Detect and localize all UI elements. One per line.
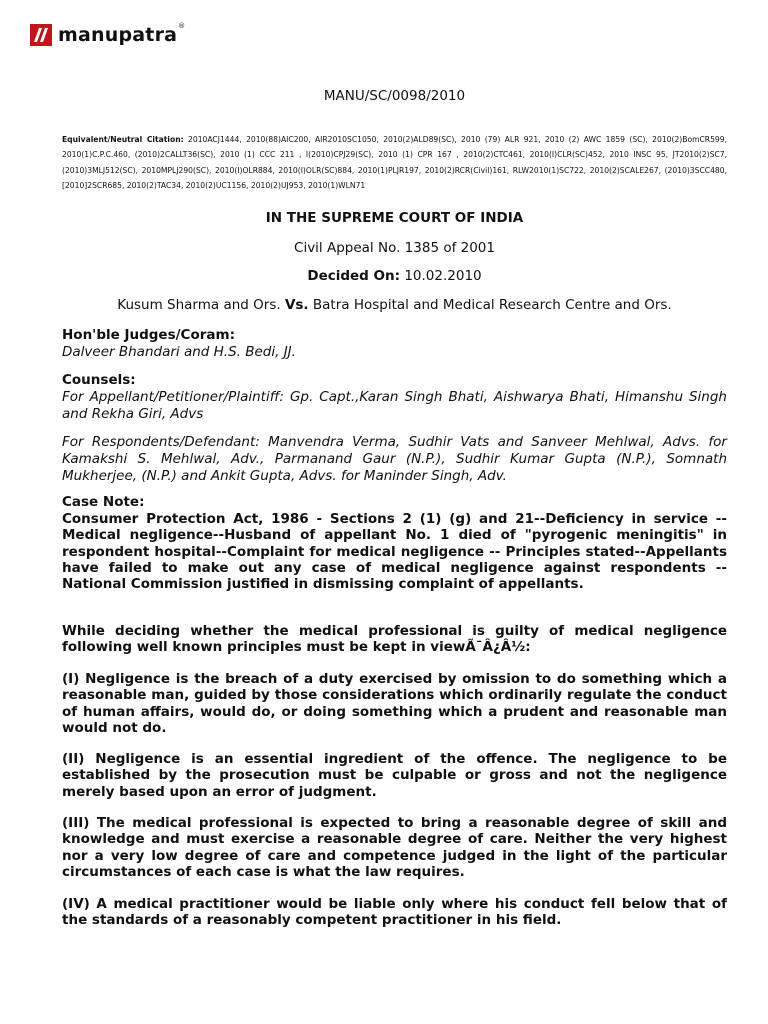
citation-label: Equivalent/Neutral Citation: bbox=[62, 135, 184, 144]
principle-4-text: (IV) A medical practitioner would be liable only where his conduct fell below that of the standards of a reasonably competent practitioner in his field. bbox=[62, 896, 727, 929]
appeal-number: Civil Appeal No. 1385 of 2001 bbox=[294, 240, 495, 256]
case-parties bbox=[62, 297, 727, 313]
principles-intro-text: While deciding whether the medical professional is guilty of medical negligence following well known principles must be kept in viewÃ¯Â¿Â½: bbox=[62, 623, 727, 656]
principle-4 bbox=[62, 896, 727, 929]
manu-id: MANU/SC/0098/2010 bbox=[323, 88, 466, 104]
principle-3-text: (III) The medical professional is expected to bring a reasonable degree of skill and knowledge and must exercise a reasonable degree of care. Neither the very highest nor a very low degree of care and competence judged in the light of the particular circumstances of each case is what the law requires. bbox=[62, 815, 727, 880]
court-name: IN THE SUPREME COURT OF INDIA bbox=[265, 210, 524, 226]
counsels-section bbox=[62, 372, 727, 423]
manupatra-logo-icon bbox=[30, 24, 52, 46]
counsels-title: Counsels: bbox=[62, 372, 136, 388]
decided-date: 10.02.2010 bbox=[404, 268, 482, 284]
logo-text: manupatra® bbox=[58, 22, 186, 46]
counsel-respondents-section bbox=[62, 434, 727, 485]
counsel-respondents: For Respondents/Defendant: Manvendra Verma, Sudhir Vats and Sanveer Mehlwal, Advs. for Kamakshi S. Mehlwal, Adv., Parmanand Gaur (N.P.), Sudhir Kumar Gupta (N.P.), Somnath Mukherjee, (N.P.) and Ankit Gupta, Advs. for Maninder Singh, Adv. bbox=[62, 434, 727, 484]
versus: Vs. bbox=[284, 297, 309, 313]
citation-text: 2010ACJ1444, 2010(88)AIC200, AIR2010SC1050, 2010(2)ALD89(SC), 2010 (79) ALR 921, 2010 (2) AWC 1859 (SC), 2010(2)BomCR599, 2010(1)C.P.C.460, (2010)2CALLT36(SC), 2010 (1) CCC 211 , I(2010)CPJ29(SC), 2010 (1) CPR 167 , 2010(2)CTC461, 2010(I)CLR(SC)452, 2010 INSC 95, JT2010(2)SC7, (2010)3MLJ512(SC), 2010MPLJ290(SC), 2010(I)OLR884, 2010(I)OLR(SC)884, 2010(1)PLJR197, 2010(2)RCR(Civil)161, RLW2010(1)SC722, 2010(2)SCALE267, (2010)3SCC480, [2010]2SCR685, 2010(2)TAC34, 2010(2)UC1156, 2010(2)UJ953, 2010(1)WLN71 bbox=[62, 135, 727, 191]
case-note-text: Consumer Protection Act, 1986 - Sections 2 (1) (g) and 21--Deficiency in service -- Medical negligence--Husband of appellant No. 1 died of "pyrogenic meningitis" in respondent hospital--Complaint for medical negligence -- Principles stated--Appellants have failed to make out any case of medical negligence against respondents -- National Commission justified in dismissing complaint of appellants. bbox=[62, 511, 727, 593]
judges-names: Dalveer Bhandari and H.S. Bedi, JJ. bbox=[62, 344, 296, 360]
case-note-title: Case Note: bbox=[62, 494, 145, 510]
principle-2 bbox=[62, 751, 727, 800]
principle-2-text: (II) Negligence is an essential ingredient of the offence. The negligence to be established by the prosecution must be culpable or gross and not the negligence merely based upon an error of judgment. bbox=[62, 751, 727, 800]
judges-section bbox=[62, 327, 727, 361]
petitioner: Kusum Sharma and Ors. bbox=[117, 297, 281, 313]
equivalent-citation bbox=[62, 132, 727, 194]
principle-1 bbox=[62, 671, 727, 736]
principle-3 bbox=[62, 815, 727, 880]
manupatra-logo bbox=[30, 20, 185, 50]
counsel-appellants: For Appellant/Petitioner/Plaintiff: Gp. Capt.,Karan Singh Bhati, Aishwarya Bhati, Himanshu Singh and Rekha Giri, Advs bbox=[62, 389, 727, 422]
judges-title: Hon'ble Judges/Coram: bbox=[62, 327, 235, 343]
principle-1-text: (I) Negligence is the breach of a duty exercised by omission to do something which a reasonable man, guided by those considerations which ordinarily regulate the conduct of human affairs, would do, or doing something which a prudent and reasonable man would not do. bbox=[62, 671, 727, 736]
decided-on bbox=[62, 268, 727, 284]
principles-intro bbox=[62, 623, 727, 656]
decided-label: Decided On: bbox=[307, 268, 401, 284]
case-note-section bbox=[62, 494, 727, 592]
respondent: Batra Hospital and Medical Research Centre and Ors. bbox=[312, 297, 672, 313]
